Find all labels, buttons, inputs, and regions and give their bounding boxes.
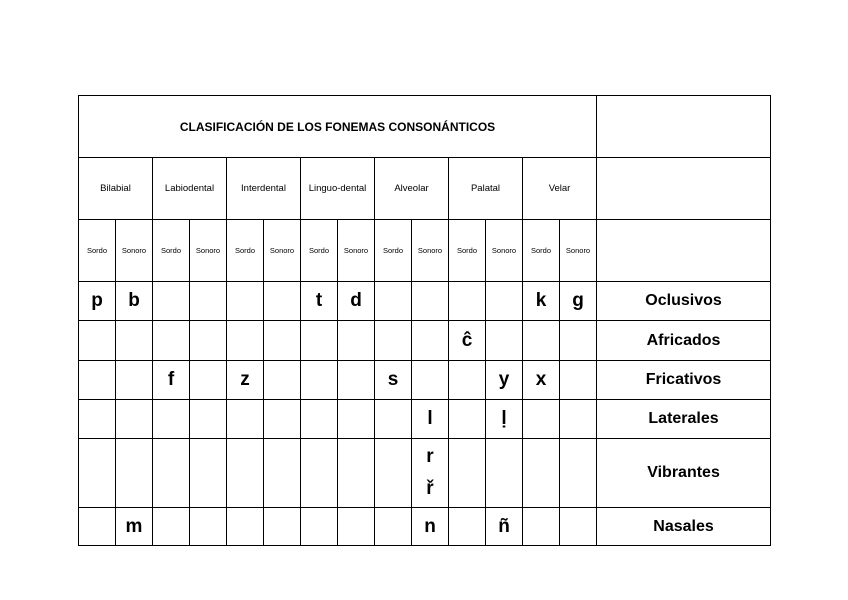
table-row bbox=[79, 400, 771, 439]
table-row bbox=[79, 321, 771, 361]
phoneme-cell bbox=[412, 361, 449, 400]
phoneme-cell bbox=[227, 400, 264, 439]
voicing-header: Sordo bbox=[301, 220, 338, 282]
voicing-header: Sordo bbox=[375, 220, 412, 282]
phoneme-cell bbox=[227, 439, 264, 508]
phoneme-cell bbox=[560, 508, 597, 546]
voicing-header: Sordo bbox=[227, 220, 264, 282]
table-title: CLASIFICACIÓN DE LOS FONEMAS CONSONÁNTICOS bbox=[79, 96, 597, 158]
phoneme-cell: f bbox=[153, 361, 190, 400]
place-header: Alveolar bbox=[375, 158, 449, 220]
phoneme-r-caron: ř bbox=[426, 478, 434, 499]
phoneme-cell: l bbox=[412, 400, 449, 439]
phoneme-cell: y bbox=[486, 361, 523, 400]
phoneme-cell bbox=[264, 508, 301, 546]
phoneme-cell bbox=[523, 439, 560, 508]
phoneme-cell bbox=[116, 321, 153, 361]
voicing-header: Sonoro bbox=[486, 220, 523, 282]
phoneme-cell: z bbox=[227, 361, 264, 400]
voicing-header: Sonoro bbox=[264, 220, 301, 282]
place-header: Linguo-dental bbox=[301, 158, 375, 220]
table-row bbox=[79, 282, 771, 321]
phoneme-cell bbox=[264, 439, 301, 508]
voicing-header: Sonoro bbox=[190, 220, 227, 282]
phoneme-cell bbox=[153, 508, 190, 546]
phoneme-cell bbox=[523, 400, 560, 439]
phoneme-cell bbox=[227, 282, 264, 321]
phoneme-cell bbox=[523, 508, 560, 546]
title-row bbox=[79, 96, 771, 158]
phoneme-r: r bbox=[426, 446, 434, 467]
phoneme-cell: n bbox=[412, 508, 449, 546]
phoneme-cell bbox=[153, 439, 190, 508]
phoneme-cell bbox=[153, 282, 190, 321]
manner-label: Fricativos bbox=[597, 361, 771, 400]
phoneme-cell bbox=[560, 400, 597, 439]
empty-header-cell bbox=[597, 220, 771, 282]
phoneme-cell bbox=[79, 508, 116, 546]
manner-label: Nasales bbox=[597, 508, 771, 546]
place-header: Labiodental bbox=[153, 158, 227, 220]
place-header: Palatal bbox=[449, 158, 523, 220]
phoneme-cell bbox=[338, 361, 375, 400]
manner-label: Vibrantes bbox=[597, 439, 771, 508]
phoneme-cell bbox=[338, 508, 375, 546]
phoneme-cell: ñ bbox=[486, 508, 523, 546]
place-header-row bbox=[79, 158, 771, 220]
phoneme-cell bbox=[190, 439, 227, 508]
phoneme-cell bbox=[486, 321, 523, 361]
phoneme-cell-stacked bbox=[412, 439, 449, 508]
phoneme-cell bbox=[79, 321, 116, 361]
phoneme-cell bbox=[264, 282, 301, 321]
table-row bbox=[79, 361, 771, 400]
phoneme-cell bbox=[523, 321, 560, 361]
consonant-classification-table bbox=[78, 95, 771, 546]
phoneme-cell bbox=[301, 508, 338, 546]
phoneme-cell bbox=[264, 361, 301, 400]
phoneme-cell bbox=[486, 439, 523, 508]
phoneme-cell bbox=[79, 400, 116, 439]
phoneme-cell: ĉ bbox=[449, 321, 486, 361]
phoneme-cell: k bbox=[523, 282, 560, 321]
phoneme-cell: b bbox=[116, 282, 153, 321]
phoneme-cell bbox=[560, 439, 597, 508]
phoneme-cell bbox=[375, 400, 412, 439]
phoneme-cell bbox=[301, 400, 338, 439]
empty-header-cell bbox=[597, 158, 771, 220]
phoneme-cell bbox=[79, 439, 116, 508]
phoneme-cell bbox=[338, 439, 375, 508]
phoneme-cell bbox=[412, 282, 449, 321]
empty-header-cell bbox=[597, 96, 771, 158]
manner-label: Africados bbox=[597, 321, 771, 361]
phoneme-cell bbox=[116, 439, 153, 508]
voicing-header: Sordo bbox=[153, 220, 190, 282]
phoneme-cell bbox=[227, 321, 264, 361]
place-header: Velar bbox=[523, 158, 597, 220]
place-header: Bilabial bbox=[79, 158, 153, 220]
voicing-header: Sordo bbox=[449, 220, 486, 282]
phoneme-cell bbox=[560, 361, 597, 400]
phoneme-cell bbox=[375, 282, 412, 321]
phoneme-cell: d bbox=[338, 282, 375, 321]
voicing-header: Sonoro bbox=[560, 220, 597, 282]
voicing-header: Sonoro bbox=[412, 220, 449, 282]
phoneme-cell bbox=[338, 321, 375, 361]
phoneme-cell bbox=[116, 361, 153, 400]
phoneme-cell bbox=[375, 508, 412, 546]
voicing-header-row bbox=[79, 220, 771, 282]
voicing-header: Sordo bbox=[523, 220, 560, 282]
phoneme-cell bbox=[190, 282, 227, 321]
phoneme-cell bbox=[264, 321, 301, 361]
phoneme-cell bbox=[486, 282, 523, 321]
voicing-header: Sordo bbox=[79, 220, 116, 282]
phoneme-cell bbox=[227, 508, 264, 546]
phoneme-cell bbox=[301, 361, 338, 400]
phoneme-cell bbox=[449, 282, 486, 321]
table-row bbox=[79, 439, 771, 508]
phoneme-cell bbox=[449, 508, 486, 546]
phoneme-cell: m bbox=[116, 508, 153, 546]
phoneme-cell bbox=[560, 321, 597, 361]
phoneme-cell bbox=[190, 508, 227, 546]
phoneme-cell bbox=[153, 321, 190, 361]
manner-label: Laterales bbox=[597, 400, 771, 439]
phoneme-cell: p bbox=[79, 282, 116, 321]
phoneme-cell: x bbox=[523, 361, 560, 400]
phoneme-cell bbox=[375, 439, 412, 508]
phoneme-cell bbox=[301, 439, 338, 508]
phoneme-cell bbox=[301, 321, 338, 361]
phoneme-cell: t bbox=[301, 282, 338, 321]
voicing-header: Sonoro bbox=[116, 220, 153, 282]
table-row bbox=[79, 508, 771, 546]
phoneme-cell bbox=[264, 400, 301, 439]
phoneme-cell: g bbox=[560, 282, 597, 321]
manner-label: Oclusivos bbox=[597, 282, 771, 321]
phoneme-cell bbox=[190, 400, 227, 439]
phoneme-cell bbox=[449, 361, 486, 400]
phoneme-cell bbox=[153, 400, 190, 439]
voicing-header: Sonoro bbox=[338, 220, 375, 282]
phoneme-cell: ḷ bbox=[486, 400, 523, 439]
phoneme-cell bbox=[449, 400, 486, 439]
phoneme-cell bbox=[412, 321, 449, 361]
phoneme-cell bbox=[375, 321, 412, 361]
phoneme-cell bbox=[190, 321, 227, 361]
phoneme-cell: s bbox=[375, 361, 412, 400]
phoneme-cell bbox=[79, 361, 116, 400]
place-header: Interdental bbox=[227, 158, 301, 220]
phoneme-cell bbox=[338, 400, 375, 439]
phoneme-cell bbox=[190, 361, 227, 400]
phoneme-cell bbox=[116, 400, 153, 439]
phoneme-cell bbox=[449, 439, 486, 508]
